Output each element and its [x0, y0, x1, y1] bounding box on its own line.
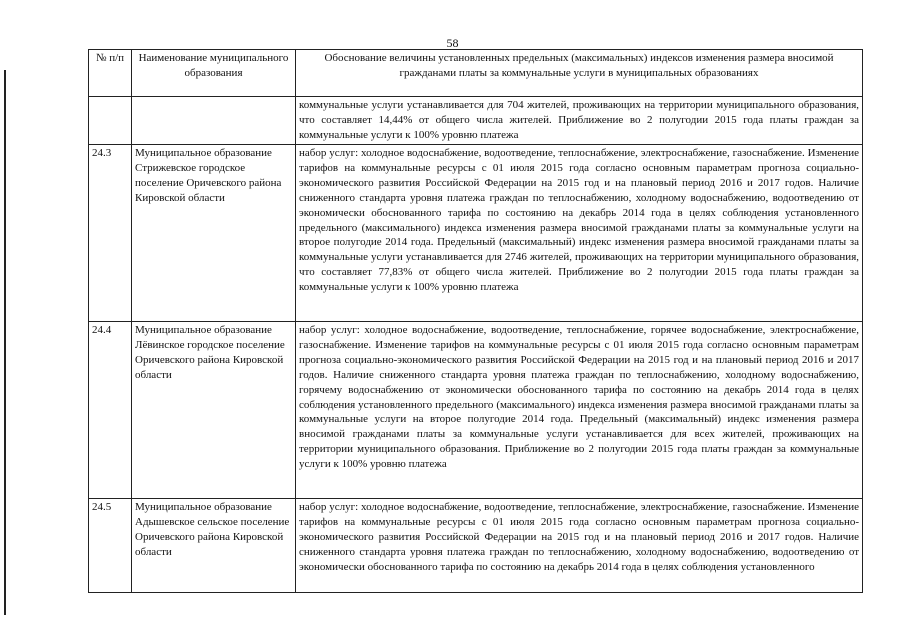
row-justification: набор услуг: холодное водоснабжение, водоотведение, теплоснабжение, электроснабжение, газоснабжение. Изменение тарифов на коммунальные ресурсы с 01 июля 2015 года согласно основным параметрам прогноза социально-экономического развития Российской Федерации на 2015 год и на плановый период 2016 и 2017 годов. Наличие сниженного стандарта уровня платежа граждан по теплоснабжению, холодному водоснабжению, водоотведению от экономически обоснованного тарифа по состоянию на декабрь 2014 года в целях соблюдения установленного [296, 499, 863, 593]
row-justification: набор услуг: холодное водоснабжение, водоотведение, теплоснабжение, горячее водоснабжение, электроснабжение, газоснабжение. Изменение тарифов на коммунальные ресурсы с 01 июля 2015 года согласно основным параметрам прогноза социально-экономического развития Российской Федерации на 2015 год и на плановый период 2016 и 2017 годов. Наличие сниженного стандарта уровня платежа граждан по теплоснабжению, холодному водоснабжению, горячему водоснабжению от экономически обоснованного тарифа по состоянию на декабрь 2014 года в целях соблюдения установленного предельного (максимального) индекса изменения размера вносимой гражданами платы за коммунальные услуги на второе полугодие 2014 года. Предельный (максимальный) индекс изменения размера вносимой гражданами платы за коммунальные услуги устанавливается для всех жителей, проживающих на территории муниципального образования. Приближение во 2 полугодии 2015 года платы граждан за коммунальные услуги к 100% уровню платежа [296, 322, 863, 499]
header-justification: Обоснование величины установленных предельных (максимальных) индексов изменения размера вносимой гражданами платы за коммунальные услуги в муниципальных образованиях [296, 50, 863, 97]
table-row [89, 499, 863, 593]
page-binding-line [4, 70, 6, 615]
row-municipality: Муниципальное образование Адышевское сельское поселение Оричевского района Кировской области [132, 499, 296, 593]
table-row [89, 145, 863, 322]
page-number: 58 [446, 36, 459, 50]
tariff-index-table [88, 49, 863, 593]
header-number: № п/п [89, 50, 132, 97]
table-row [89, 322, 863, 499]
table-row [89, 97, 863, 145]
row-number: 24.3 [89, 145, 132, 322]
row-municipality: Муниципальное образование Лёвинское городское поселение Оричевского района Кировской области [132, 322, 296, 499]
row-municipality [132, 97, 296, 145]
row-number: 24.5 [89, 499, 132, 593]
table-header-row [89, 50, 863, 97]
row-number [89, 97, 132, 145]
row-number: 24.4 [89, 322, 132, 499]
header-municipality: Наименование муниципального образования [132, 50, 296, 97]
row-municipality: Муниципальное образование Стрижевское городское поселение Оричевского района Кировской области [132, 145, 296, 322]
row-justification: коммунальные услуги устанавливается для 704 жителей, проживающих на территории муниципального образования, что составляет 14,44% от общего числа жителей. Приближение во 2 полугодии 2015 года платы граждан за коммунальные услуги к 100% уровню платежа [296, 97, 863, 145]
row-justification: набор услуг: холодное водоснабжение, водоотведение, теплоснабжение, электроснабжение, газоснабжение. Изменение тарифов на коммунальные ресурсы с 01 июля 2015 года согласно основным параметрам прогноза социально-экономического развития Российской Федерации на 2015 год и на плановый период 2016 и 2017 годов. Наличие сниженного стандарта уровня платежа граждан по теплоснабжению, холодному водоснабжению, водоотведению от экономически обоснованного тарифа по состоянию на декабрь 2014 года в целях соблюдения установленного предельного (максимального) индекса изменения размера вносимой гражданами платы за коммунальные услуги на второе полугодие 2014 года. Предельный (максимальный) индекс изменения размера вносимой гражданами платы за коммунальные услуги устанавливается для 2746 жителей, проживающих на территории муниципального образования, что составляет 77,83% от общего числа жителей. Приближение во 2 полугодии 2015 года платы граждан за коммунальные услуги к 100% уровню платежа [296, 145, 863, 322]
